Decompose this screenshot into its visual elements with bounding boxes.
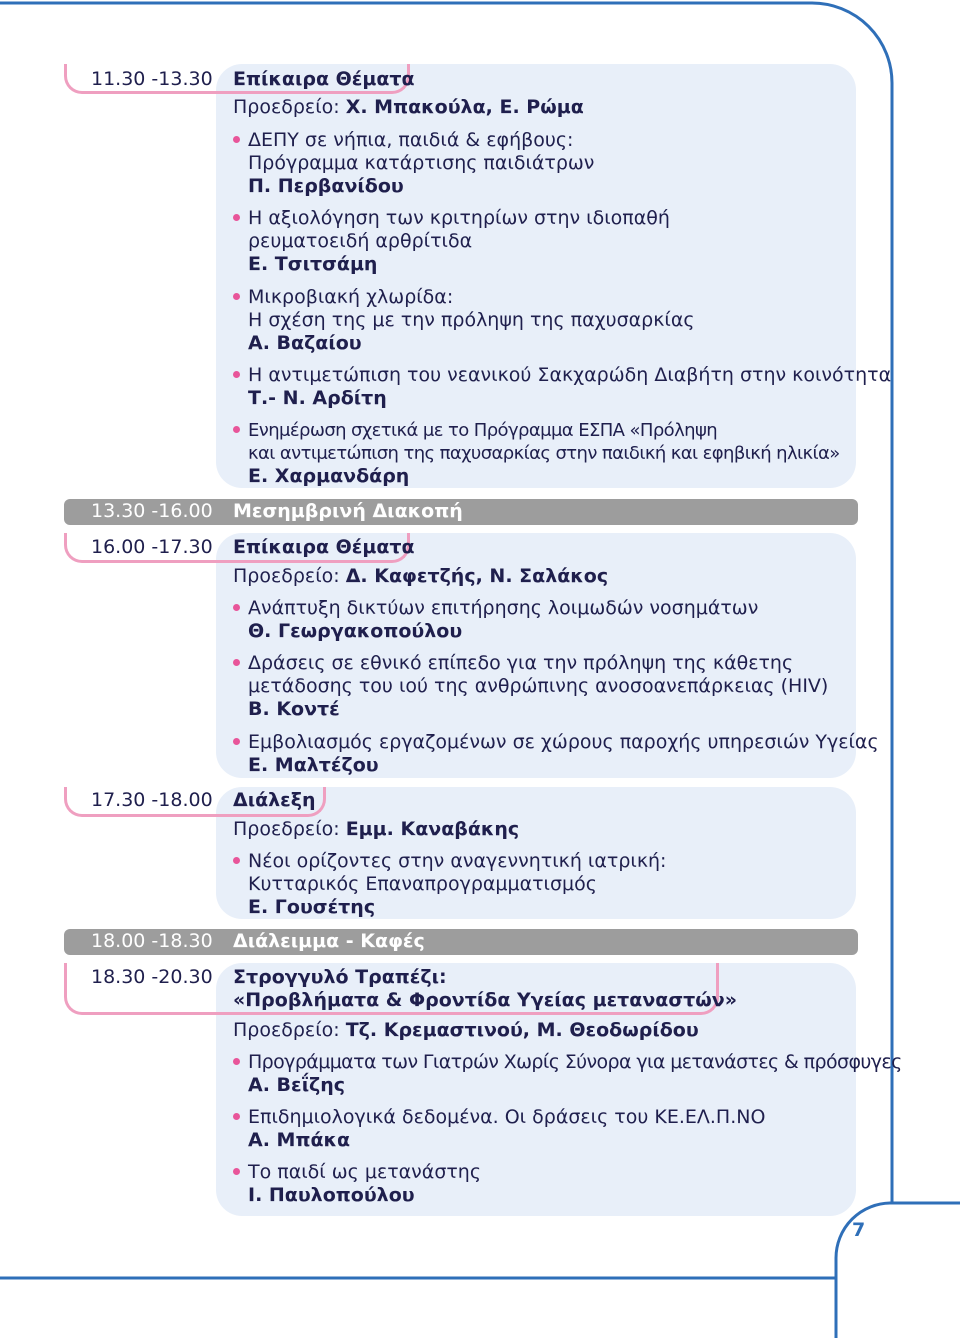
talk-speaker: Α. Μπάκα — [248, 1129, 351, 1151]
talk-item — [248, 652, 828, 721]
talk-title-line: Νέοι ορίζοντες στην αναγεννητική ιατρική: — [248, 850, 667, 872]
bullet-icon — [233, 1058, 240, 1065]
talk-speaker: Ι. Παυλοπούλου — [248, 1184, 415, 1206]
talk-item — [248, 207, 670, 276]
session-title-line: Στρογγυλό Τραπέζι: — [233, 966, 447, 988]
break-bar — [64, 499, 858, 525]
talk-title-line: Η αντιμετώπιση του νεανικού Σακχαρώδη Διαβήτη στην κοινότητα — [248, 364, 892, 386]
chair-names: Χ. Μπακούλα, Ε. Ρώμα — [345, 96, 584, 118]
break-time: 18.00 -18.30 — [91, 930, 213, 952]
break-title: Μεσημβρινή Διακοπή — [233, 500, 463, 522]
talk-item — [248, 597, 758, 643]
talk-item — [248, 1161, 481, 1207]
break-time: 13.30 -16.00 — [91, 500, 213, 522]
talk-item — [248, 850, 666, 919]
chair-names: Εμμ. Καναβάκης — [345, 818, 520, 840]
bullet-icon — [233, 1168, 240, 1175]
bullet-icon — [233, 857, 240, 864]
talk-title-line: Ενημέρωση σχετικά με το Πρόγραμμα ΕΣΠΑ «Πρόληψη — [248, 420, 718, 441]
talk-speaker: Α. Βαζαίου — [248, 332, 362, 354]
chair-label: Προεδρείο: — [233, 818, 340, 840]
session-title: Επίκαιρα Θέματα — [233, 536, 415, 558]
talk-speaker: Θ. Γεωργακοπούλου — [248, 620, 463, 642]
talk-speaker: Ε. Τσιτσάμη — [248, 253, 378, 275]
talk-title-line: και αντιμετώπιση της παχυσαρκίας στην παιδική και εφηβική ηλικία» — [248, 443, 840, 464]
talk-title-line: Προγράμματα των Γιατρών Χωρίς Σύνορα για μετανάστες & πρόσφυγες — [248, 1051, 902, 1073]
talk-speaker: Β. Κοντέ — [248, 698, 340, 720]
talk-title-line: Επιδημιολογικά δεδομένα. Οι δράσεις του ΚΕ.ΕΛ.Π.ΝΟ — [248, 1106, 766, 1128]
chair-label: Προεδρείο: — [233, 96, 340, 118]
chair-names: Τζ. Κρεμαστινού, Μ. Θεοδωρίδου — [345, 1019, 699, 1041]
session-chair — [233, 818, 519, 840]
page-number: 7 — [852, 1219, 866, 1241]
talk-speaker: Π. Περβανίδου — [248, 175, 404, 197]
talk-title-line: Η σχέση της με την πρόληψη της παχυσαρκίας — [248, 309, 695, 331]
session-title: Διάλεξη — [233, 789, 316, 811]
break-title: Διάλειμμα - Καφές — [233, 930, 425, 952]
chair-label: Προεδρείο: — [233, 565, 340, 587]
break-bar — [64, 929, 858, 955]
talk-title-line: Η αξιολόγηση των κριτηρίων στην ιδιοπαθή — [248, 207, 670, 229]
bullet-icon — [233, 214, 240, 221]
talk-title-line: Κυτταρικός Επαναπρογραμματισμός — [248, 873, 597, 895]
talk-title-line: Το παιδί ως μετανάστης — [248, 1161, 481, 1183]
session-title — [233, 966, 737, 1012]
talk-title-line: Μικροβιακή χλωρίδα: — [248, 286, 454, 308]
bullet-icon — [233, 604, 240, 611]
bullet-icon — [233, 136, 240, 143]
chair-names: Δ. Καφετζής, Ν. Σαλάκος — [345, 565, 609, 587]
talk-item — [248, 419, 840, 488]
bullet-icon — [233, 426, 240, 433]
session-time: 18.30 -20.30 — [91, 966, 213, 988]
talk-title-line: μετάδοσης του ιού της ανθρώπινης ανοσοανεπάρκειας (HIV) — [248, 675, 829, 697]
session-title: Επίκαιρα Θέματα — [233, 68, 415, 90]
bullet-icon — [233, 293, 240, 300]
session-time: 11.30 -13.30 — [91, 68, 213, 90]
talk-title-line: ρευματοειδή αρθρίτιδα — [248, 230, 473, 252]
chair-label: Προεδρείο: — [233, 1019, 340, 1041]
bullet-icon — [233, 738, 240, 745]
talk-title-line: Πρόγραμμα κατάρτισης παιδιάτρων — [248, 152, 595, 174]
talk-speaker: Α. Βεΐζης — [248, 1074, 346, 1096]
bullet-icon — [233, 371, 240, 378]
talk-item — [248, 1051, 902, 1097]
talk-title-line: ΔΕΠΥ σε νήπια, παιδιά & εφήβους: — [248, 129, 574, 151]
session-chair — [233, 96, 584, 118]
talk-speaker: Τ.- Ν. Αρδίτη — [248, 387, 387, 409]
talk-item — [248, 129, 594, 198]
talk-title-line: Εμβολιασμός εργαζομένων σε χώρους παροχής υπηρεσιών Υγείας — [248, 731, 879, 753]
session-time: 17.30 -18.00 — [91, 789, 213, 811]
talk-title-line: Ανάπτυξη δικτύων επιτήρησης λοιμωδών νοσημάτων — [248, 597, 759, 619]
session-chair — [233, 1019, 699, 1041]
talk-item — [248, 1106, 765, 1152]
session-chair — [233, 565, 608, 587]
session-title-line: «Προβλήματα & Φροντίδα Υγείας μεταναστών» — [233, 989, 737, 1011]
bullet-icon — [233, 659, 240, 666]
bullet-icon — [233, 1113, 240, 1120]
talk-speaker: Ε. Μαλτέζου — [248, 754, 379, 776]
talk-speaker: Ε. Γουσέτης — [248, 896, 376, 918]
talk-item — [248, 364, 891, 410]
talk-item — [248, 731, 879, 777]
talk-item — [248, 286, 695, 355]
talk-title-line: Δράσεις σε εθνικό επίπεδο για την πρόληψη της κάθετης — [248, 652, 794, 674]
session-time: 16.00 -17.30 — [91, 536, 213, 558]
talk-speaker: Ε. Χαρμανδάρη — [248, 465, 410, 487]
